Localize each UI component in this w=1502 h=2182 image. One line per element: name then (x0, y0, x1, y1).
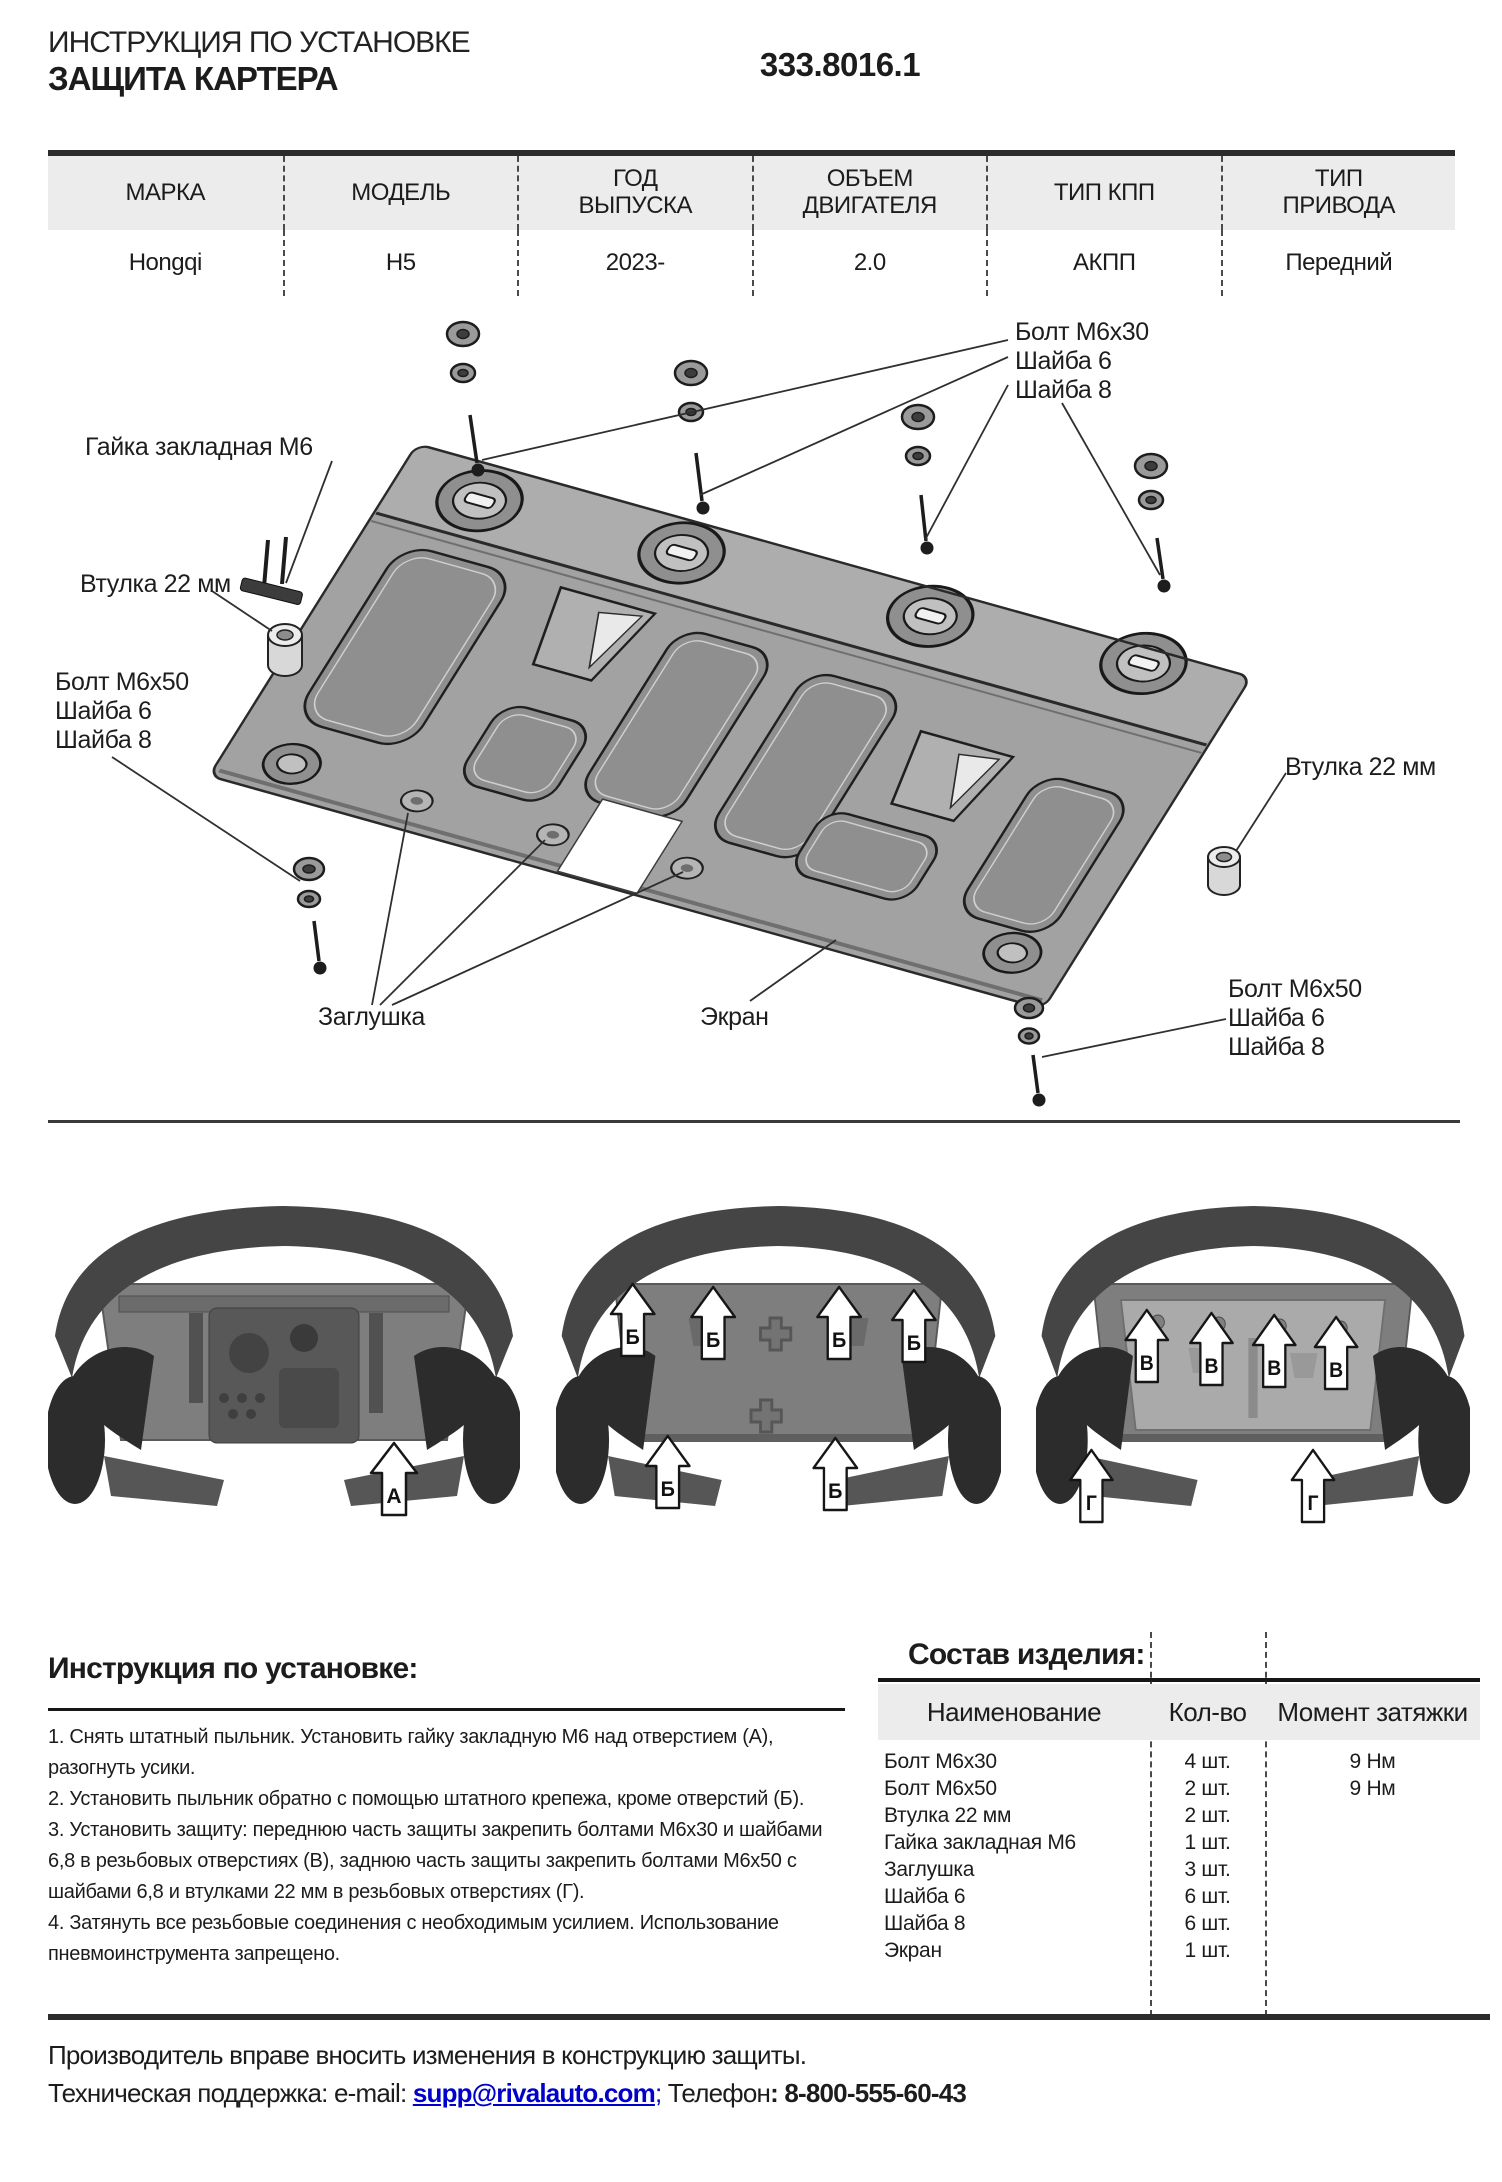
phone-number: : 8-800-555-60-43 (770, 2078, 967, 2108)
table-row: Экран 1 шт. (884, 1938, 1231, 1962)
spec-col-year: ГОД ВЫПУСКА (517, 156, 752, 230)
svg-text:В: В (1139, 1352, 1154, 1376)
spec-col-drive: ТИП ПРИВОДА (1221, 156, 1456, 230)
part-number: 333.8016.1 (759, 46, 921, 83)
spec-header-row (48, 156, 1455, 230)
photo-dust-cover (556, 1188, 1001, 1540)
footer-disclaimer: Производитель вправе вносить изменения в конструкцию защиты. (48, 2040, 807, 2070)
svg-text:Г: Г (1307, 1492, 1319, 1516)
instruction-step-2: 2. Установить пыльник обратно с помощью штатного крепежа, кроме отверстий (Б). (48, 1788, 805, 1810)
skid-plate-drawing (209, 430, 1260, 1009)
svg-text:Б: Б (660, 1477, 675, 1502)
footer-support (48, 2078, 966, 2109)
instruction-step-1: 1. Снять штатный пыльник. Установить гайку закладную М6 над отверстием (А), разогнуть усики. (48, 1726, 774, 1779)
svg-text:В: В (1267, 1357, 1282, 1381)
parts-table-body (878, 1748, 1480, 1964)
svg-text:А: А (386, 1485, 402, 1508)
svg-text:Б: Б (906, 1331, 922, 1356)
clinch-nut-part (240, 537, 303, 605)
email-suffix: ; (654, 2078, 662, 2108)
photo-underbody-stock (48, 1188, 520, 1540)
table-row: Гайка закладная М6 1 шт. (884, 1830, 1231, 1854)
parts-table-topline (878, 1678, 1480, 1682)
table-row: Шайба 6 6 шт. (884, 1884, 1231, 1908)
callout-bushing-right: Втулка 22 мм (1285, 753, 1436, 781)
bushing-right-part (1208, 847, 1240, 895)
svg-text:В: В (1204, 1355, 1219, 1379)
spec-brand: Hongqi (48, 230, 283, 296)
svg-text:Б: Б (831, 1328, 847, 1353)
photo-plate-installed (1036, 1188, 1470, 1540)
instructions-heading: Инструкция по установке: (48, 1652, 418, 1685)
instruction-step-4: 4. Затянуть все резьбовые соединения с необходимым усилием. Использование пневмоинструмента запрещено. (48, 1912, 779, 1965)
spec-col-model: МОДЕЛЬ (283, 156, 518, 230)
callout-plug: Заглушка (318, 1003, 425, 1031)
parts-col-torque: Момент затяжки (1277, 1696, 1468, 1727)
callout-bolt-m6x30: Болт М6х30 Шайба 6 Шайба 8 (1015, 318, 1149, 404)
parts-table-header (878, 1684, 1480, 1740)
spec-model: H5 (283, 230, 518, 296)
spec-col-gearbox: ТИП КПП (986, 156, 1221, 230)
table-row: Втулка 22 мм 2 шт. (884, 1803, 1231, 1827)
svg-text:Б: Б (828, 1479, 843, 1504)
table-row: Болт М6х50 2 шт. 9 Нм (884, 1776, 1396, 1800)
table-row: Шайба 8 6 шт. (884, 1911, 1231, 1935)
section-divider (48, 1120, 1460, 1123)
spec-year: 2023- (517, 230, 752, 296)
phone-label: Телефон (661, 2078, 771, 2108)
instruction-step-3: 3. Установить защиту: переднюю часть защиты закрепить болтами М6х30 и шайбами 6,8 в резьбовых отверстиях (В), заднюю часть защиты закрепить болтами М6х50 с шайбами 6,8 и втулками 22 мм в резьбовых отверстиях (Г). (48, 1819, 823, 1903)
doc-title-line1: ИНСТРУКЦИЯ ПО УСТАНОВКЕ (48, 26, 470, 59)
callout-bolt-m6x50-right: Болт М6х50 Шайба 6 Шайба 8 (1228, 975, 1362, 1061)
callout-bushing-left: Втулка 22 мм (80, 570, 231, 598)
spec-drive: Передний (1221, 230, 1456, 296)
table-row: Болт М6х30 4 шт. 9 Нм (884, 1749, 1396, 1773)
spec-engine: 2.0 (752, 230, 987, 296)
support-prefix: Техническая поддержка: e-mail: (48, 2078, 413, 2108)
footer-divider (48, 2014, 1490, 2020)
svg-text:В: В (1329, 1359, 1344, 1383)
spec-col-brand: МАРКА (48, 156, 283, 230)
parts-col-name: Наименование (926, 1696, 1102, 1727)
bushing-left-part (268, 624, 302, 676)
callout-clinch-nut: Гайка закладная М6 (85, 433, 313, 461)
spec-col-engine: ОБЪЕМ ДВИГАТЕЛЯ (752, 156, 987, 230)
doc-title-line2: ЗАЩИТА КАРТЕРА (48, 60, 338, 97)
spec-gearbox: АКПП (986, 230, 1221, 296)
svg-text:Б: Б (706, 1328, 721, 1353)
spec-value-row (48, 230, 1455, 296)
svg-text:Г: Г (1085, 1492, 1097, 1516)
callout-screen: Экран (700, 1003, 769, 1031)
vehicle-spec-table (48, 150, 1455, 296)
parts-col-qty: Кол-во (1168, 1696, 1247, 1727)
callout-bolt-m6x50-left: Болт М6х50 Шайба 6 Шайба 8 (55, 668, 189, 754)
parts-heading: Состав изделия: (908, 1638, 1145, 1671)
instructions-underline (48, 1708, 845, 1711)
svg-text:Б: Б (625, 1325, 640, 1350)
email-link[interactable]: supp@rivalauto.com (412, 2078, 655, 2108)
instructions-list (48, 1722, 848, 1970)
table-row: Заглушка 3 шт. (884, 1857, 1231, 1881)
